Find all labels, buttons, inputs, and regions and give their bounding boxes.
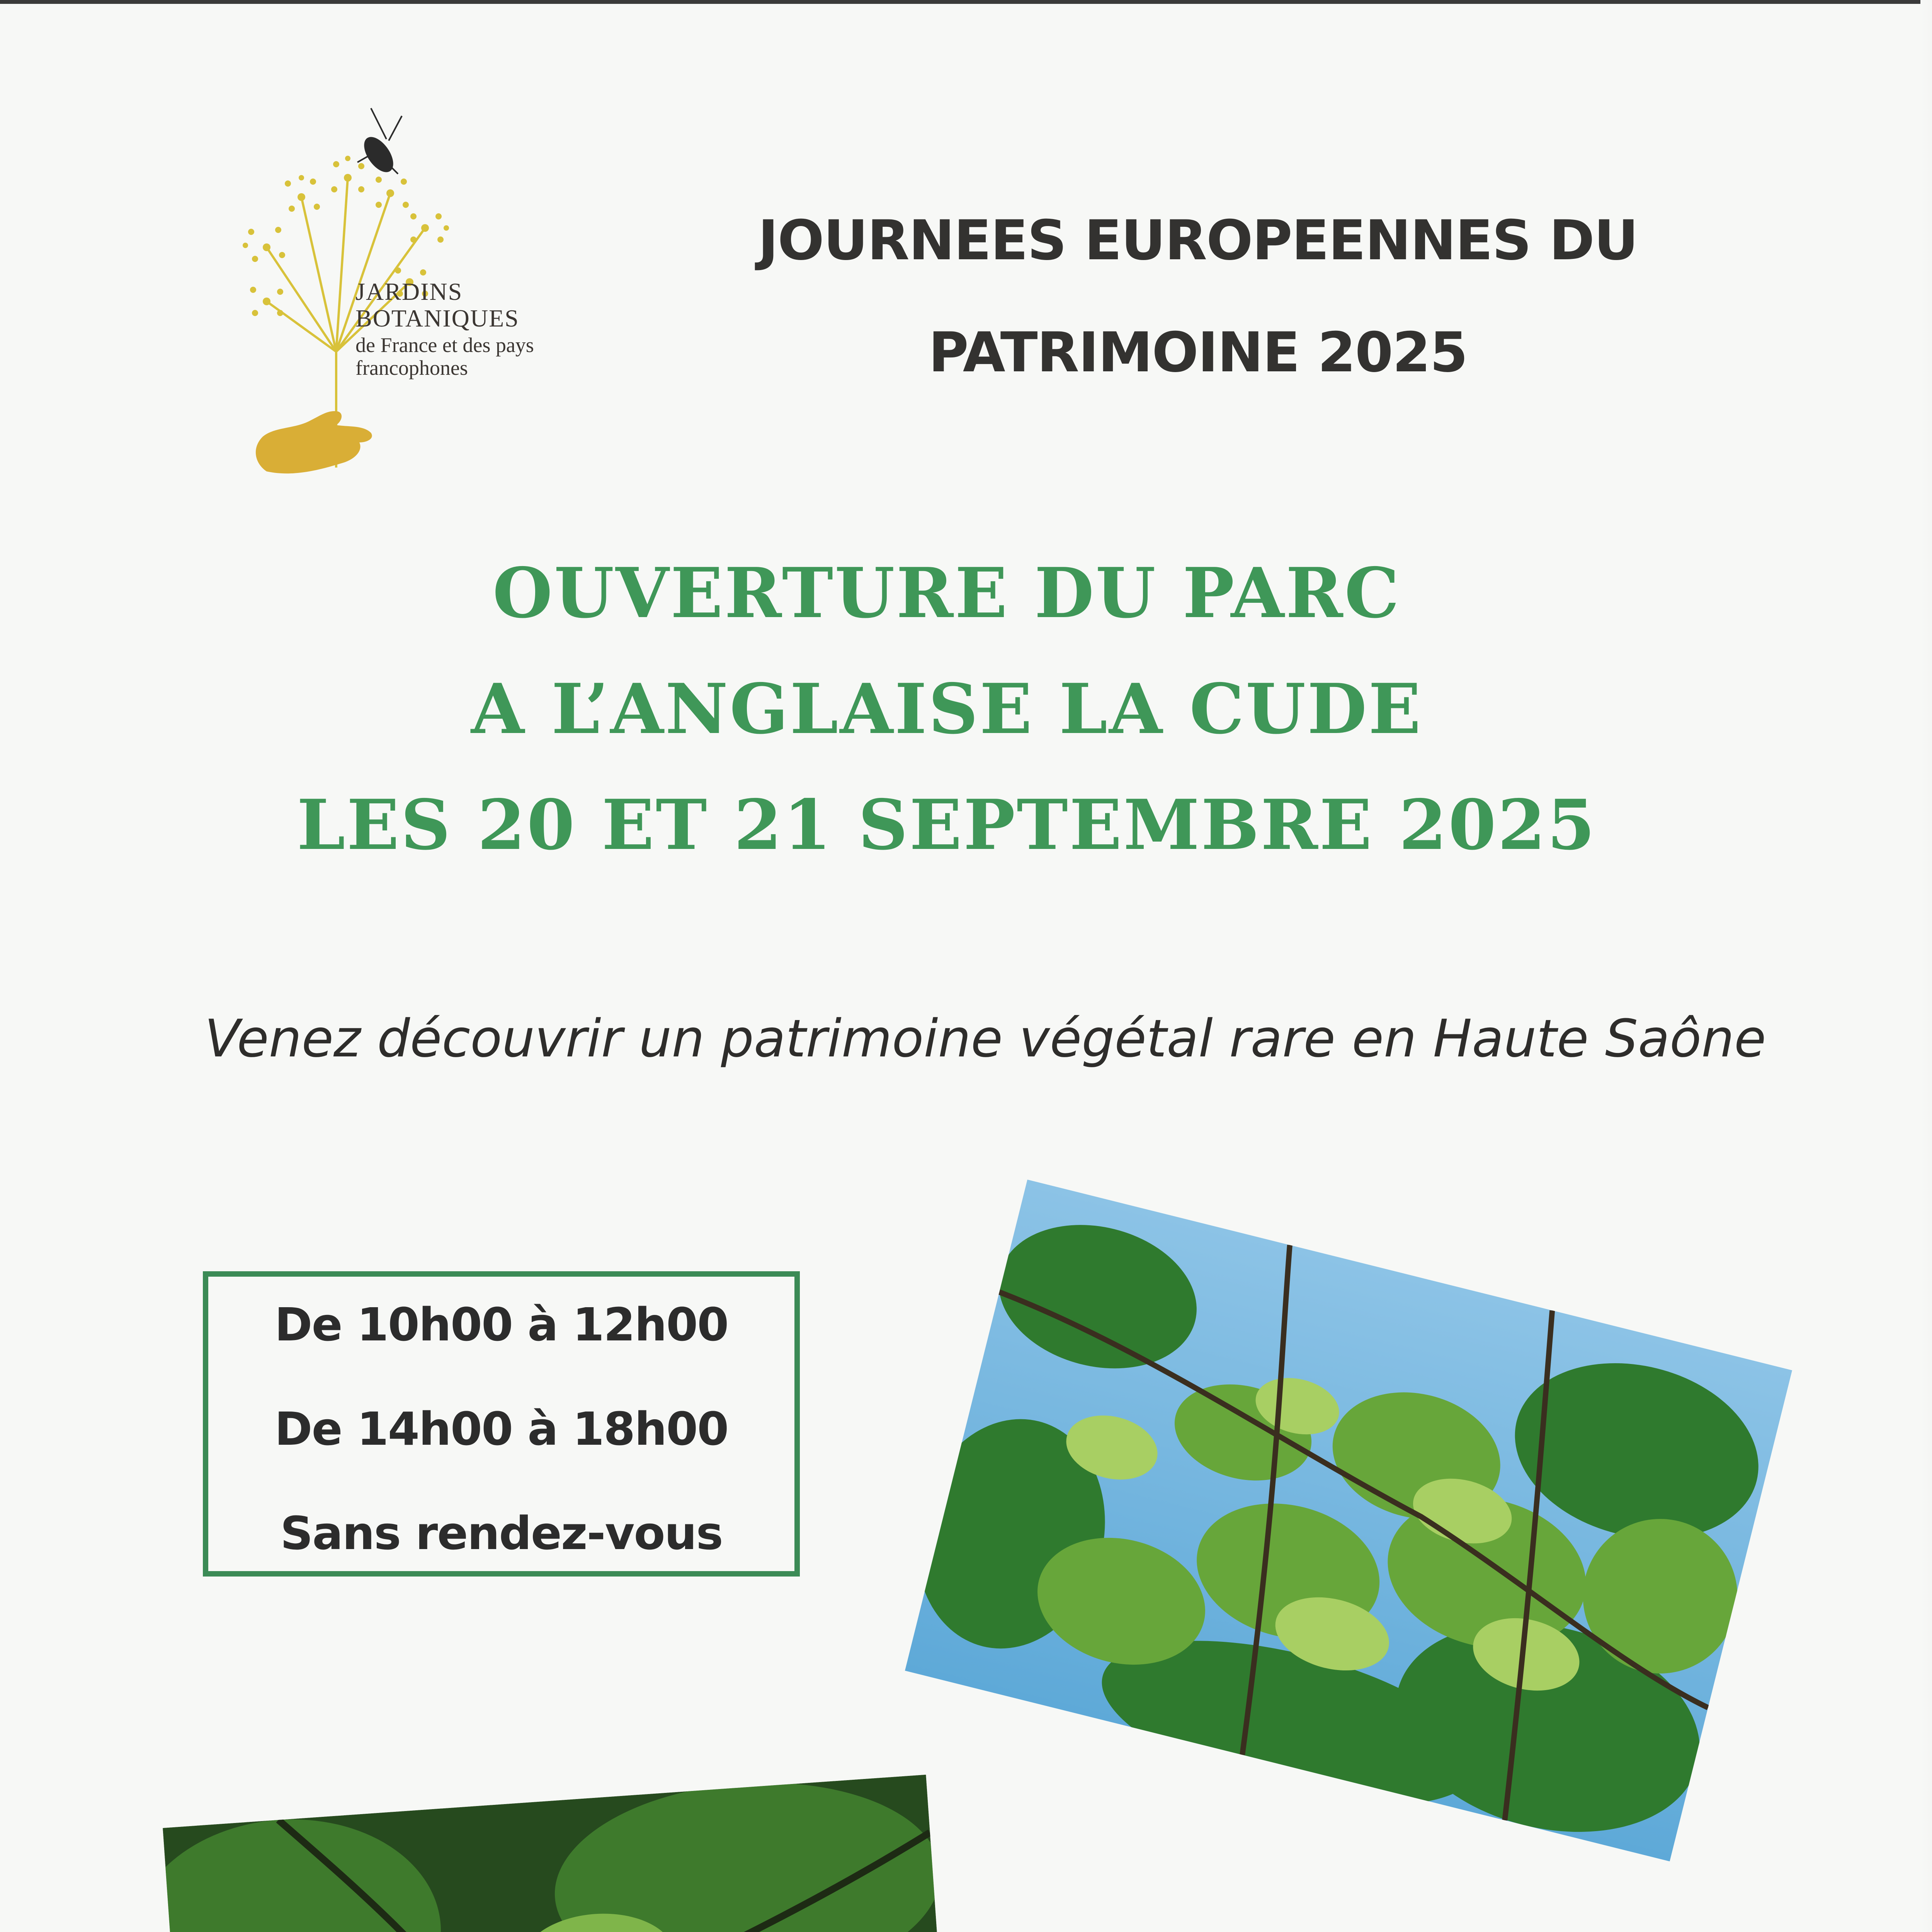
header-line-1: JOURNEES EUROPEENNES DU bbox=[758, 209, 1638, 272]
title-line-2: A L’ANGLAISE LA CUDE bbox=[471, 668, 1423, 749]
title-line-1: OUVERTURE DU PARC bbox=[492, 553, 1401, 633]
page-top-edge bbox=[0, 0, 1932, 4]
logo-wordmark bbox=[355, 278, 603, 379]
hours-morning: De 10h00 à 12h00 bbox=[274, 1298, 728, 1351]
hours-afternoon: De 14h00 à 18h00 bbox=[274, 1402, 728, 1456]
header-line-2: PATRIMOINE 2025 bbox=[928, 321, 1468, 384]
tagline: Venez découvrir un patrimoine végétal rare en Haute Saône bbox=[204, 1009, 1766, 1069]
logo-line-3: de France et des pays bbox=[355, 333, 534, 357]
jardins-botaniques-logo bbox=[209, 100, 595, 487]
title-line-3: LES 20 ET 21 SEPTEMBRE 2025 bbox=[297, 784, 1597, 865]
logo-line-2: BOTANIQUES bbox=[355, 304, 519, 332]
opening-hours-box bbox=[203, 1271, 800, 1577]
logo-line-4: francophones bbox=[355, 356, 468, 379]
logo-line-1: JARDINS bbox=[355, 278, 463, 305]
photo-tree-foliage bbox=[905, 1180, 1792, 1862]
hand-icon bbox=[256, 411, 372, 473]
page-right-edge bbox=[1920, 0, 1932, 1932]
photo-pawpaw-fruits bbox=[163, 1775, 966, 1932]
hours-no-appointment: Sans rendez-vous bbox=[280, 1507, 723, 1560]
